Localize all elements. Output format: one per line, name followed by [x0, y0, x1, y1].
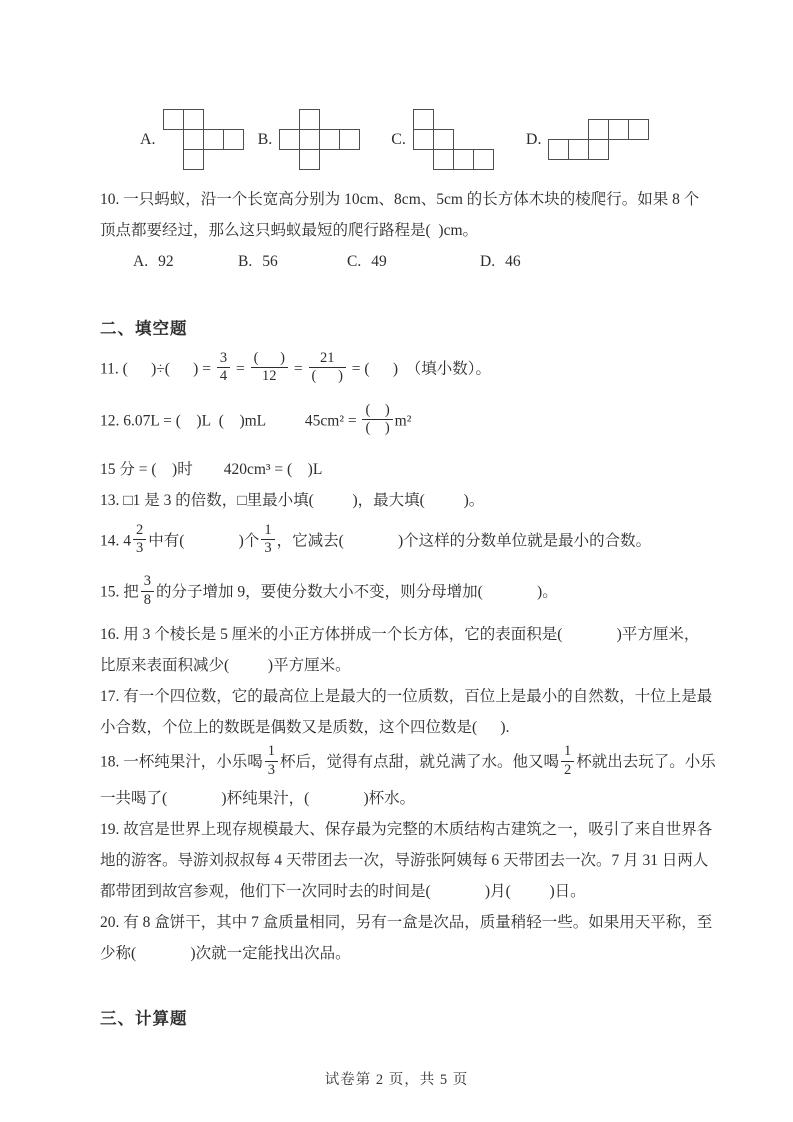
net-cell	[299, 109, 320, 130]
question-text-segment: 的分子增加 9，要使分数大小不变，则分母增加( )。	[156, 583, 558, 601]
net-option-d	[526, 119, 650, 160]
cube-net-diagram	[548, 119, 649, 160]
cube-net-diagram	[279, 109, 360, 170]
net-cell	[183, 129, 204, 150]
net-cell	[183, 149, 204, 170]
question-line: 19. 故宫是世界上现存规模最大、保存最为完整的木质结构古建筑之一，吸引了来自世界各	[100, 820, 713, 838]
question-14	[100, 516, 693, 568]
option-label: A.	[140, 130, 156, 148]
question-text-segment: 12. 6.07L = ( )L ( )mL 45cm² =	[100, 412, 361, 430]
question-text-segment: 11. ( )÷( ) =	[100, 360, 215, 378]
question-10-choices-row	[100, 246, 693, 277]
fraction	[561, 743, 574, 779]
net-cell	[339, 129, 360, 150]
question-text-segment: =	[290, 360, 307, 378]
net-cell	[588, 119, 609, 140]
page-footer: 试卷第 2 页，共 5 页	[324, 1072, 469, 1088]
option-label: C.	[391, 130, 406, 148]
choice-value: 92	[158, 253, 174, 270]
question-12-line1	[100, 396, 693, 448]
net-cell	[568, 139, 589, 160]
question-line: 地的游客。导游刘叔叔每 4 天带团去一次，导游张阿姨每 6 天带团去一次。7 月 31 日两人	[100, 851, 709, 869]
section-title-calculation: 三、计算题	[100, 1008, 188, 1028]
fraction-denominator: 2	[564, 761, 572, 778]
question-16	[100, 619, 700, 681]
net-cell	[413, 109, 434, 130]
net-cell	[548, 139, 569, 160]
choice-label: B.	[238, 253, 253, 270]
question-text-segment: 14. 4	[100, 532, 131, 550]
net-cell	[588, 139, 609, 160]
choice-label: A.	[133, 253, 149, 270]
net-cell	[319, 129, 340, 150]
net-cell	[413, 129, 434, 150]
cube-net-diagram	[163, 109, 244, 170]
net-option-b	[258, 109, 361, 170]
fraction-numerator: 3	[141, 573, 154, 591]
question-text-segment: 18. 一杯纯果汁，小乐喝	[100, 753, 263, 771]
net-cell	[433, 149, 454, 170]
question-19	[100, 814, 713, 907]
question-text-segment: m²	[394, 412, 412, 430]
net-cell	[299, 149, 320, 170]
net-cell	[473, 149, 494, 170]
question-line: 比原来表面积减少( )平方厘米。	[100, 657, 351, 675]
question-line: 10. 一只蚂蚁，沿一个长宽高分别为 10cm、8cm、5cm 的长方体木块的棱爬行。如果 8 个	[100, 191, 700, 208]
choice-c	[347, 246, 480, 277]
net-cell	[453, 149, 474, 170]
fraction-numerator: 1	[561, 743, 574, 761]
fraction	[251, 350, 288, 386]
fraction-numerator: ( )	[251, 350, 288, 368]
question-text-segment: 杯就出去玩了。小乐	[576, 753, 716, 771]
fraction-denominator: 3	[267, 761, 276, 778]
question-text-segment: 15. 把	[100, 583, 139, 601]
net-cell	[433, 129, 454, 150]
question-line: 16. 用 3 个棱长是 5 厘米的小正方体拼成一个长方体，它的表面积是( )平方厘米，	[100, 626, 700, 644]
choice-a	[133, 246, 238, 277]
net-cell	[299, 129, 320, 150]
option-label: B.	[257, 130, 273, 148]
question-line: 小合数，个位上的数既是偶数又是质数，这个四位数是( ).	[100, 719, 510, 737]
question-line: 顶点都要经过，那么这只蚂蚁最短的爬行路程是( )cm。	[100, 222, 479, 239]
question-15	[100, 567, 693, 619]
fraction-denominator: 3	[264, 539, 272, 556]
fraction	[133, 522, 146, 558]
net-cell	[223, 129, 244, 150]
question-text-segment: ，它减去( )个这样的分数单位就是最小的合数。	[276, 532, 652, 550]
cube-net-diagram	[413, 109, 494, 170]
fraction-numerator: 21	[309, 350, 346, 368]
fraction-numerator: 1	[261, 522, 274, 540]
net-cell	[279, 129, 300, 150]
question9-net-options-row	[100, 107, 693, 172]
question-18-line2: 一共喝了( )杯纯果汁，( )杯水。	[100, 789, 416, 807]
question-11	[100, 344, 693, 396]
fraction-denominator: ( )	[311, 368, 343, 385]
fraction	[309, 350, 346, 386]
fraction-numerator: 2	[133, 522, 146, 540]
fraction	[265, 743, 278, 779]
choice-label: D.	[480, 253, 496, 270]
question-13: 13. □1 是 3 的倍数，□里最小填( )，最大填( )。	[100, 491, 485, 509]
fraction	[261, 522, 274, 558]
fraction-denominator: 12	[262, 368, 277, 385]
question-text-segment: =	[232, 360, 249, 378]
paper-content	[0, 107, 793, 1034]
fraction	[362, 402, 392, 438]
net-cell	[163, 109, 184, 130]
fraction-denominator: 8	[143, 591, 152, 608]
fraction	[141, 573, 154, 609]
fraction-numerator: ( )	[362, 402, 392, 420]
choice-label: C.	[347, 253, 362, 270]
question-line: 都带团到故宫参观，他们下一次同时去的时间是( )月( )日。	[100, 882, 586, 900]
choice-value: 49	[371, 253, 387, 270]
question-17	[100, 681, 713, 743]
fraction-numerator: 3	[217, 350, 230, 368]
fraction-numerator: 1	[265, 743, 278, 761]
question-text-segment: 杯后，觉得有点甜，就兑满了水。他又喝	[280, 753, 560, 771]
net-cell	[628, 119, 649, 140]
fraction	[217, 350, 230, 386]
net-option-a	[140, 109, 244, 170]
fraction-denominator: 4	[219, 368, 228, 385]
net-cell	[608, 119, 629, 140]
question-18-line1	[100, 743, 716, 783]
net-cell	[203, 129, 224, 150]
question-10	[100, 184, 700, 246]
fraction-denominator: ( )	[365, 420, 390, 437]
section-title-fill-in: 二、填空题	[100, 319, 188, 338]
net-option-c	[391, 109, 494, 170]
question-text-segment: = ( ) （填小数）。	[347, 360, 491, 378]
fraction-denominator: 3	[136, 539, 144, 556]
question-line: 少称( )次就一定能找出次品。	[100, 944, 351, 962]
question-12-line2: 15 分 = ( )时 420cm³ = ( )L	[100, 460, 323, 478]
choice-d	[480, 246, 521, 277]
question-line: 20. 有 8 盒饼干，其中 7 盒质量相同，另有一盒是次品，质量稍轻一些。如果用天平称，至	[100, 913, 713, 931]
question-line: 17. 有一个四位数，它的最高位上是最大的一位质数，百位上是最小的自然数，十位上是最	[100, 688, 713, 706]
choice-value: 46	[505, 253, 521, 270]
choice-value: 56	[262, 253, 278, 270]
net-cell	[183, 109, 204, 130]
question-20	[100, 907, 713, 969]
choice-b	[238, 246, 347, 277]
question-text-segment: 中有( )个	[148, 532, 260, 550]
option-label: D.	[525, 130, 542, 148]
